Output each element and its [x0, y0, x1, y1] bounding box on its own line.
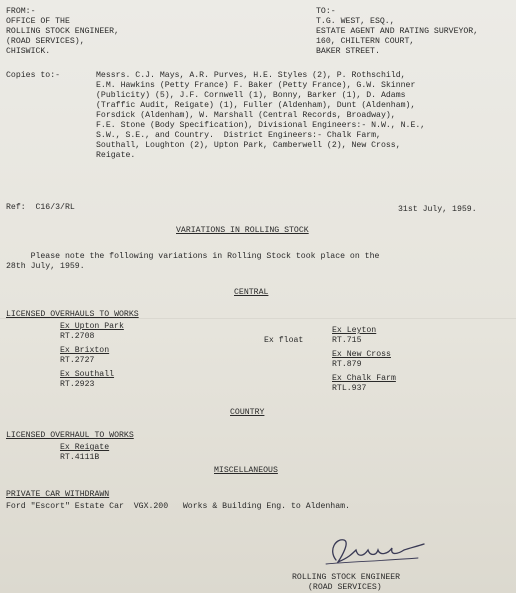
from-line-3: (ROAD SERVICES),: [6, 37, 85, 46]
central-left-vehicle-3: RT.2923: [60, 380, 95, 389]
copies-label: Copies to:-: [6, 71, 61, 80]
central-section-label: LICENSED OVERHAULS TO WORKS: [6, 310, 139, 319]
copies-line-7: S.W., S.E., and Country. District Engineers:- Chalk Farm,: [96, 131, 381, 140]
signature-subtitle: (ROAD SERVICES): [308, 583, 382, 592]
central-left-vehicle-2: RT.2727: [60, 356, 95, 365]
central-right-from-3: Ex Chalk Farm: [332, 374, 396, 383]
signature-title: ROLLING STOCK ENGINEER: [292, 573, 401, 582]
from-line-1: OFFICE OF THE: [6, 17, 70, 26]
country-section-label: LICENSED OVERHAUL TO WORKS: [6, 431, 134, 440]
from-label: FROM:-: [6, 7, 36, 16]
misc-heading: MISCELLANEOUS: [214, 466, 278, 475]
central-right-vehicle-1: RT.715: [332, 336, 362, 345]
intro-line-2: 28th July, 1959.: [6, 262, 85, 271]
from-line-2: ROLLING STOCK ENGINEER,: [6, 27, 120, 36]
copies-line-3: (Publicity) (5), J.F. Cornwell (1), Bonny, Barker (1), D. Adams: [96, 91, 406, 100]
central-heading: CENTRAL: [234, 288, 269, 297]
country-vehicle: RT.4111B: [60, 453, 100, 462]
copies-line-2: E.M. Hawkins (Petty France) F. Baker (Petty France), G.W. Skinner: [96, 81, 416, 90]
central-right-vehicle-3: RTL.937: [332, 384, 367, 393]
to-label: TO:-: [316, 7, 336, 16]
misc-section-label: PRIVATE CAR WITHDRAWN: [6, 490, 110, 499]
to-line-4: BAKER STREET.: [316, 47, 380, 56]
memo-title: VARIATIONS IN ROLLING STOCK: [176, 226, 309, 235]
country-heading: COUNTRY: [230, 408, 265, 417]
misc-line: Ford "Escort" Estate Car VGX.200 Works & Building Eng. to Aldenham.: [6, 502, 350, 511]
central-middle-label: Ex float: [264, 336, 304, 345]
central-right-vehicle-2: RT.879: [332, 360, 362, 369]
central-left-from-2: Ex Brixton: [60, 346, 110, 355]
central-left-from-1: Ex Upton Park: [60, 322, 124, 331]
memo-date: 31st July, 1959.: [398, 205, 477, 214]
copies-line-5: Forsdick (Aldenham), W. Marshall (Central Records, Broadway),: [96, 111, 396, 120]
reference: Ref: C16/3/RL: [6, 203, 75, 212]
central-left-vehicle-1: RT.2708: [60, 332, 95, 341]
copies-line-4: (Traffic Audit, Reigate) (1), Fuller (Aldenham), Dunt (Aldenham),: [96, 101, 416, 110]
country-from: Ex Reigate: [60, 443, 110, 452]
copies-line-9: Reigate.: [96, 151, 136, 160]
central-left-from-3: Ex Southall: [60, 370, 115, 379]
intro-line-1: Please note the following variations in Rolling Stock took place on the: [6, 252, 380, 261]
central-right-from-2: Ex New Cross: [332, 350, 391, 359]
copies-line-8: Southall, Loughton (2), Upton Park, Camberwell (2), New Cross,: [96, 141, 401, 150]
from-line-4: CHISWICK.: [6, 47, 51, 56]
to-line-3: 160, CHILTERN COURT,: [316, 37, 415, 46]
central-right-from-1: Ex Leyton: [332, 326, 377, 335]
to-line-1: T.G. WEST, ESQ.,: [316, 17, 395, 26]
to-line-2: ESTATE AGENT AND RATING SURVEYOR,: [316, 27, 479, 36]
copies-line-6: F.E. Stone (Body Specification), Divisional Engineers:- N.W., N.E.,: [96, 121, 426, 130]
copies-line-1: Messrs. C.J. Mays, A.R. Purves, H.E. Styles (2), P. Rothschild,: [96, 71, 406, 80]
handwritten-signature: [318, 532, 428, 570]
